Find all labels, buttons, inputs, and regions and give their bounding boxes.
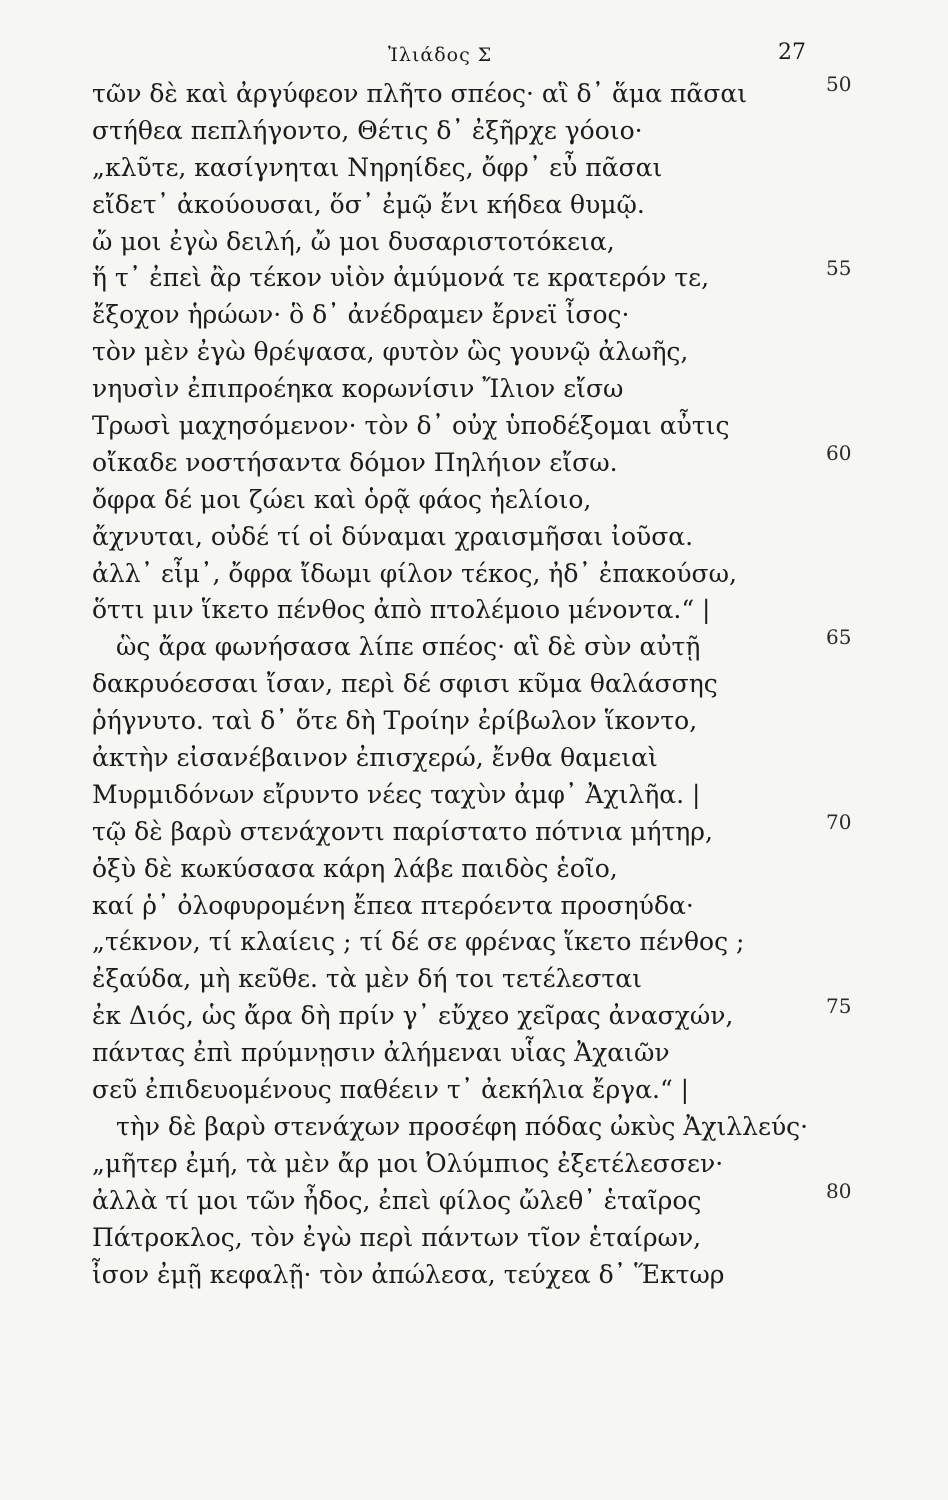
verse-text: ὤ μοι ἐγὼ δειλή, ὤ μοι δυσαριστοτόκεια, xyxy=(92,226,615,256)
verse-text: ἔξοχον ἡρώων· ὃ δ᾽ ἀνέδραμεν ἔρνεϊ ἶσος· xyxy=(92,300,630,330)
verse-text: ἐκ Διός, ὡς ἄρα δὴ πρίν γ᾽ εὔχεο χεῖρας ἀνασχών, xyxy=(92,1001,734,1031)
verse-line xyxy=(0,703,948,740)
verse-text: ἀλλ᾽ εἶμ᾽, ὄφρα ἴδωμι φίλον τέκος, ἠδ᾽ ἐπακούσω, xyxy=(92,558,737,588)
line-number: 50 xyxy=(826,72,852,96)
verse-text: ἀλλὰ τί μοι τῶν ἦδος, ἐπεὶ φίλος ὤλεθ᾽ ἑταῖρος xyxy=(92,1185,702,1215)
verse-line xyxy=(0,1109,948,1146)
verse-line xyxy=(0,113,948,150)
verse-line xyxy=(0,1146,948,1183)
verse-line xyxy=(0,809,948,851)
verse-text: Μυρμιδόνων εἴρυντο νέες ταχὺν ἀμφ᾽ Ἀχιλῆα. | xyxy=(92,779,701,809)
verse-line xyxy=(0,482,948,519)
verse-text: τῷ δὲ βαρὺ στενάχοντι παρίστατο πότνια μήτηρ, xyxy=(92,816,713,846)
verse-line xyxy=(0,150,948,187)
verse-text: ἄχνυται, οὐδέ τί οἱ δύναμαι χραισμῆσαι ἰοῦσα. xyxy=(92,521,694,551)
verse-text: νηυσὶν ἐπιπροέηκα κορωνίσιν Ἴλιον εἴσω xyxy=(92,374,624,404)
verse-line xyxy=(0,519,948,556)
verse-line xyxy=(0,1220,948,1257)
verse-text: „κλῦτε, κασίγνηται Νηρηίδες, ὄφρ᾽ εὖ πᾶσαι xyxy=(92,152,663,182)
verse-text: ῥήγνυτο. ταὶ δ᾽ ὅτε δὴ Τροίην ἐρίβωλον ἵκοντο, xyxy=(92,706,698,736)
verse-text: τὴν δὲ βαρὺ στενάχων προσέφη πόδας ὠκὺς Ἀχιλλεύς· xyxy=(116,1111,809,1141)
page-number: 27 xyxy=(778,40,806,65)
verse-line xyxy=(0,297,948,334)
verse-line xyxy=(0,187,948,224)
verse-line xyxy=(0,1178,948,1220)
line-number: 60 xyxy=(826,440,852,465)
verse-line xyxy=(0,888,948,925)
verse-line xyxy=(0,440,948,482)
verse-text: τῶν δὲ καὶ ἀργύφεον πλῆτο σπέος· αἳ δ᾽ ἅμα πᾶσαι xyxy=(92,79,748,108)
verse-text: πάντας ἐπὶ πρύμνῃσιν ἀλήμεναι υἷας Ἀχαιῶν xyxy=(92,1038,670,1068)
verse-line xyxy=(0,256,948,297)
running-head xyxy=(0,40,948,74)
verse-line xyxy=(0,408,948,445)
verse-text: δακρυόεσσαι ἴσαν, περὶ δέ σφισι κῦμα θαλάσσης xyxy=(92,669,718,699)
verse-line xyxy=(0,924,948,961)
verse-text: τὸν μὲν ἐγὼ θρέψασα, φυτὸν ὣς γουνῷ ἀλωῆς, xyxy=(92,337,689,367)
verse-text: ὀξὺ δὲ κωκύσασα κάρη λάβε παιδὸς ἑοῖο, xyxy=(92,853,618,883)
verse-text: ἐξαύδα, μὴ κεῦθε. τὰ μὲν δή τοι τετέλεσται xyxy=(92,964,642,994)
line-number: 80 xyxy=(826,1178,852,1203)
verse-text: Πάτροκλος, τὸν ἐγὼ περὶ πάντων τῖον ἑταίρων, xyxy=(92,1222,702,1252)
verse-text: ἀκτὴν εἰσανέβαινον ἐπισχερώ, ἔνθα θαμειαὶ xyxy=(92,743,658,773)
verse-text: στήθεα πεπλήγοντο, Θέτις δ᾽ ἐξῆρχε γόοιο· xyxy=(92,115,643,145)
verse-line xyxy=(0,666,948,703)
verse-text: ἥ τ᾽ ἐπεὶ ἂρ τέκον υἱὸν ἀμύμονά τε κρατερόν τε, xyxy=(92,263,710,293)
line-number: 65 xyxy=(826,625,852,650)
verse-text: καί ῥ᾽ ὀλοφυρομένη ἔπεα πτερόεντα προσηύδα· xyxy=(92,890,694,920)
verse-text: σεῦ ἐπιδευομένους παθέειν τ᾽ ἀεκήλια ἔργα.“ | xyxy=(92,1075,690,1105)
verse-line xyxy=(0,777,948,814)
verse-line xyxy=(0,1072,948,1109)
verse-line xyxy=(0,851,948,888)
verse-line xyxy=(0,994,948,1035)
verse-line xyxy=(0,740,948,777)
line-number: 70 xyxy=(826,809,852,834)
verse-line xyxy=(0,1257,948,1294)
verse-line xyxy=(0,224,948,261)
verse-line xyxy=(0,961,948,998)
verse-line xyxy=(0,1035,948,1072)
verse-text: ὅττι μιν ἵκετο πένθος ἀπὸ πτολέμοιο μένοντα.“ | xyxy=(92,595,711,625)
line-number: 75 xyxy=(826,994,852,1019)
verse-line xyxy=(0,592,948,629)
verse-text: „μῆτερ ἐμή, τὰ μὲν ἄρ μοι Ὀλύμπιος ἐξετέλεσσεν· xyxy=(92,1148,724,1178)
running-title: Ἰλιάδος Σ xyxy=(388,44,493,66)
verse-text: ἶσον ἐμῇ κεφαλῇ· τὸν ἀπώλεσα, τεύχεα δ᾽ Ἕκτωρ xyxy=(92,1259,725,1289)
verse-block xyxy=(0,72,948,1293)
line-number: 55 xyxy=(826,256,852,281)
verse-line xyxy=(0,556,948,593)
verse-text: ὣς ἄρα φωνήσασα λίπε σπέος· αἳ δὲ σὺν αὐτῇ xyxy=(116,632,701,662)
verse-line xyxy=(0,334,948,371)
verse-line xyxy=(0,72,948,113)
verse-text: εἴδετ᾽ ἀκούουσαι, ὅσ᾽ ἐμῷ ἔνι κήδεα θυμῷ. xyxy=(92,189,645,219)
verse-text: οἴκαδε νοστήσαντα δόμον Πηλήιον εἴσω. xyxy=(92,447,618,477)
verse-text: ὄφρα δέ μοι ζώει καὶ ὁρᾷ φάος ἠελίοιο, xyxy=(92,484,592,514)
verse-text: Τρωσὶ μαχησόμενον· τὸν δ᾽ οὐχ ὑποδέξομαι αὖτις xyxy=(92,411,730,441)
verse-text: „τέκνον, τί κλαίεις ; τί δέ σε φρένας ἵκετο πένθος ; xyxy=(92,927,745,957)
verse-line xyxy=(0,371,948,408)
verse-line xyxy=(0,625,948,666)
